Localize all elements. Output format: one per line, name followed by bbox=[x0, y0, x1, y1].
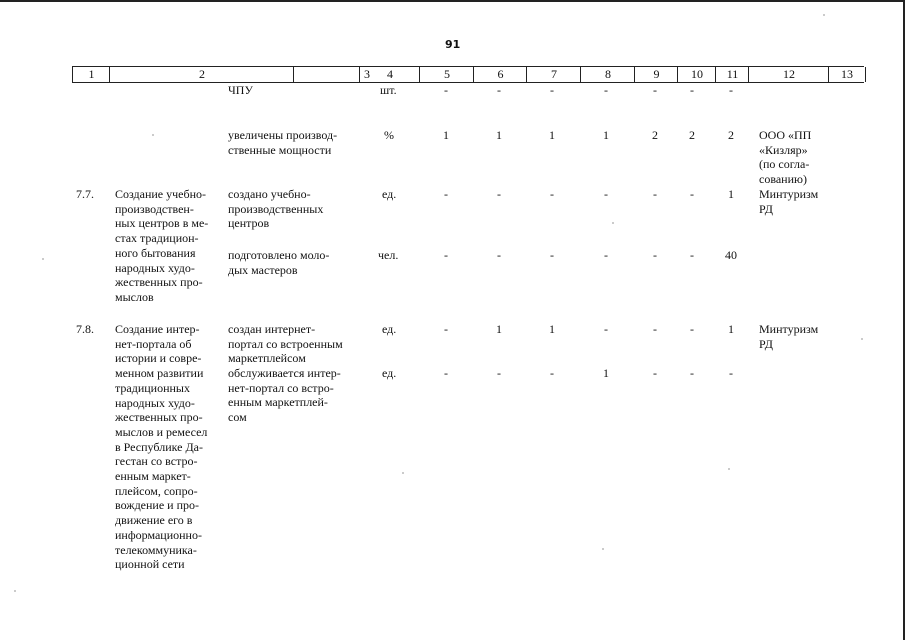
value-cell: - bbox=[653, 83, 657, 97]
indicator-line: портал со встроенным bbox=[228, 336, 343, 351]
indicator-line: центров bbox=[228, 216, 270, 231]
indicator-line: дых мастеров bbox=[228, 262, 298, 277]
indicator-line: сом bbox=[228, 410, 247, 425]
measure-line: в Республике Да- bbox=[115, 439, 203, 454]
indicator-line: создано учебно- bbox=[228, 187, 311, 201]
page-number: 91 bbox=[445, 38, 461, 51]
header-col-10: 10 bbox=[677, 67, 716, 82]
value-cell: - bbox=[550, 83, 554, 97]
value-cell: - bbox=[497, 248, 501, 262]
table-header bbox=[72, 66, 864, 83]
header-col-7: 7 bbox=[526, 67, 581, 82]
indicator-line: маркетплейсом bbox=[228, 351, 306, 366]
header-col-11: 11 bbox=[715, 67, 749, 82]
value-cell: - bbox=[690, 322, 694, 336]
value-cell: 1 bbox=[603, 128, 609, 142]
unit-cell: шт. bbox=[380, 83, 397, 97]
scan-speck bbox=[823, 14, 825, 16]
value-cell: 2 bbox=[689, 128, 695, 142]
indicator-line: ЧПУ bbox=[228, 83, 253, 97]
unit-cell: % bbox=[384, 128, 394, 142]
value-cell: - bbox=[653, 322, 657, 336]
scan-speck bbox=[602, 548, 604, 550]
measure-line: нет-портала об bbox=[115, 336, 192, 351]
measure-line: информационно- bbox=[115, 527, 202, 542]
executor-line: ООО «ПП bbox=[759, 128, 812, 142]
measure-line: менном развитии bbox=[115, 366, 204, 381]
value-cell: - bbox=[497, 187, 501, 201]
value-cell: - bbox=[604, 248, 608, 262]
value-cell: - bbox=[729, 83, 733, 97]
header-col-9: 9 bbox=[634, 67, 678, 82]
unit-cell: ед. bbox=[382, 366, 397, 380]
value-cell: - bbox=[497, 366, 501, 380]
value-cell: - bbox=[729, 366, 733, 380]
row-number: 7.7. bbox=[76, 187, 94, 201]
measure-line: енным маркет- bbox=[115, 469, 191, 483]
value-cell: 1 bbox=[603, 366, 609, 380]
measure-line: Создание учебно- bbox=[115, 187, 207, 201]
value-cell: 1 bbox=[443, 128, 449, 142]
measure-line: плейсом, сопро- bbox=[115, 483, 198, 498]
unit-cell: ед. bbox=[382, 187, 397, 201]
value-cell: - bbox=[653, 248, 657, 262]
value-cell: - bbox=[690, 248, 694, 262]
executor-line: сованию) bbox=[759, 172, 807, 187]
value-cell: - bbox=[604, 83, 608, 97]
header-col-6: 6 bbox=[473, 67, 527, 82]
header-col-13: 13 bbox=[828, 67, 866, 82]
indicator-line: обслуживается интер- bbox=[228, 366, 341, 380]
indicator-line: подготовлено моло- bbox=[228, 248, 330, 262]
scan-speck bbox=[728, 468, 730, 470]
executor-line: (по согла- bbox=[759, 157, 810, 172]
measure-line: народных худо- bbox=[115, 395, 195, 410]
value-cell: - bbox=[690, 366, 694, 380]
indicator-line: нет-портал со встро- bbox=[228, 380, 334, 395]
scan-speck bbox=[402, 472, 404, 474]
header-col-8: 8 bbox=[580, 67, 635, 82]
value-cell: 1 bbox=[549, 322, 555, 336]
scan-speck bbox=[152, 134, 154, 136]
executor-line: РД bbox=[759, 201, 773, 216]
value-cell: 2 bbox=[728, 128, 734, 142]
measure-line: мыслов bbox=[115, 289, 154, 304]
indicator-line: производственных bbox=[228, 201, 324, 216]
value-cell: - bbox=[653, 187, 657, 201]
measure-line: жественных про- bbox=[115, 275, 203, 290]
measure-line: ного бытования bbox=[115, 245, 196, 260]
unit-cell: ед. bbox=[382, 322, 397, 336]
value-cell: 1 bbox=[728, 187, 734, 201]
value-cell: 40 bbox=[725, 248, 737, 262]
value-cell: - bbox=[604, 322, 608, 336]
value-cell: - bbox=[604, 187, 608, 201]
value-cell: - bbox=[550, 366, 554, 380]
value-cell: - bbox=[444, 366, 448, 380]
measure-line: истории и совре- bbox=[115, 351, 202, 366]
value-cell: - bbox=[690, 187, 694, 201]
indicator-line: увеличены производ- bbox=[228, 128, 338, 142]
unit-cell: чел. bbox=[378, 248, 399, 262]
measure-line: мыслов и ремесел bbox=[115, 424, 208, 439]
scan-speck bbox=[612, 222, 614, 224]
header-col-1: 1 bbox=[72, 67, 110, 82]
value-cell: - bbox=[653, 366, 657, 380]
indicator-line: создан интернет- bbox=[228, 322, 316, 336]
header-col-4: 4 bbox=[359, 67, 420, 82]
value-cell: - bbox=[550, 187, 554, 201]
measure-line: ных центров в ме- bbox=[115, 216, 209, 231]
value-cell: 2 bbox=[652, 128, 658, 142]
measure-line: стах традицион- bbox=[115, 231, 199, 246]
page-border-top bbox=[0, 0, 905, 2]
executor-line: РД bbox=[759, 336, 773, 351]
value-cell: - bbox=[497, 83, 501, 97]
measure-line: вождение и про- bbox=[115, 498, 200, 513]
header-col-2: 2 bbox=[109, 67, 294, 82]
executor-line: «Кизляр» bbox=[759, 142, 808, 157]
scan-speck bbox=[42, 258, 44, 260]
scan-speck bbox=[861, 338, 863, 340]
header-col-12: 12 bbox=[748, 67, 829, 82]
measure-line: Создание интер- bbox=[115, 322, 200, 336]
measure-line: гестан со встро- bbox=[115, 454, 198, 469]
value-cell: - bbox=[444, 187, 448, 201]
measure-line: движение его в bbox=[115, 513, 193, 528]
scan-speck bbox=[14, 590, 16, 592]
value-cell: - bbox=[444, 322, 448, 336]
measure-line: телекоммуника- bbox=[115, 542, 197, 557]
measure-line: производствен- bbox=[115, 201, 194, 216]
value-cell: 1 bbox=[549, 128, 555, 142]
measure-line: ционной сети bbox=[115, 557, 185, 572]
value-cell: - bbox=[690, 83, 694, 97]
value-cell: 1 bbox=[496, 322, 502, 336]
indicator-line: енным маркетплей- bbox=[228, 395, 328, 410]
executor-line: Минтуризм bbox=[759, 322, 819, 336]
measure-line: народных худо- bbox=[115, 260, 195, 275]
value-cell: 1 bbox=[496, 128, 502, 142]
value-cell: - bbox=[444, 83, 448, 97]
row-number: 7.8. bbox=[76, 322, 94, 336]
header-col-5: 5 bbox=[419, 67, 474, 82]
executor-line: Минтуризм bbox=[759, 187, 819, 201]
indicator-line: ственные мощности bbox=[228, 142, 332, 157]
header-col-3: 3 bbox=[293, 67, 440, 82]
measure-line: жественных про- bbox=[115, 410, 203, 425]
measure-line: традиционных bbox=[115, 380, 190, 395]
value-cell: - bbox=[550, 248, 554, 262]
value-cell: 1 bbox=[728, 322, 734, 336]
value-cell: - bbox=[444, 248, 448, 262]
